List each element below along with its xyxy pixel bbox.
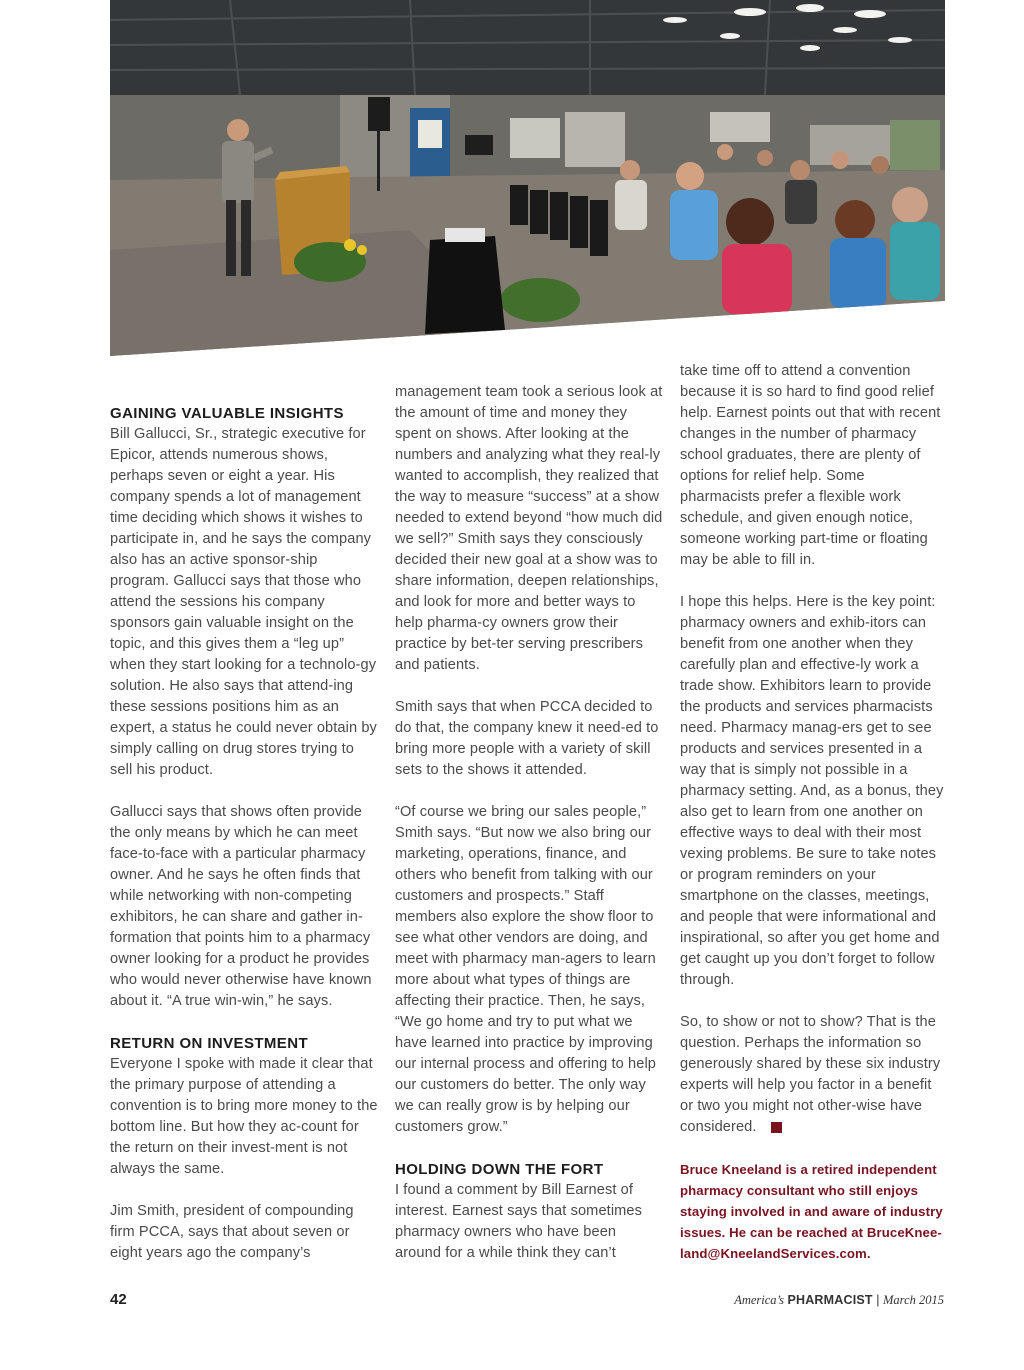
- paragraph: I found a comment by Bill Earnest of interest. Earnest says that sometimes pharmacy owners who have been around for a while think they can’t: [395, 1182, 643, 1261]
- paragraph: management team took a serious look at the amount of time and money they spent on shows. After looking at the numbers and analyzing what they real-ly wanted to accomplish, they realized that the way to measure “success” at a show needed to extend beyond “how much did we sell?” Smith says they consciously decided their new goal at a show was to share information, deepen relationships, and look for more and better ways to help pharma-cy owners grow their practice by bet-ter serving prescribers and patients.: [395, 384, 663, 673]
- paragraph: Gallucci says that shows often provide the only means by which he can meet face-to-face with a particular pharmacy owner. And he says he often finds that while networking with non-competing exhibitors, he can share and gather in-formation that points him to a pharmacy owner looking for a product he provides who would never otherwise have known about it. “A true win-win,” he says.: [110, 804, 372, 1009]
- end-of-article-mark: [771, 1122, 782, 1133]
- publication-name: PHARMACIST: [787, 1293, 873, 1307]
- closing-text: So, to show or not to show? That is the question. Perhaps the information so generously shared by these six industry experts will help you factor in a benefit or two you might not other-wise have considered.: [680, 1014, 941, 1135]
- event-photo: [110, 0, 945, 356]
- section-heading-gaining-insights: GAINING VALUABLE INSIGHTS: [110, 405, 344, 422]
- article-column-2: [395, 382, 663, 1264]
- issue-date: March 2015: [883, 1293, 944, 1307]
- section-heading-return-on-investment: RETURN ON INVESTMENT: [110, 1035, 309, 1052]
- article-column-3: [680, 361, 948, 1264]
- page-number: 42: [110, 1291, 127, 1308]
- author-bio: Bruce Kneeland is a retired independent pharmacy consultant who still enjoys staying involved in and aware of industry issues. He can be reached at BruceKnee-land@KneelandServices.com.: [680, 1162, 943, 1261]
- paragraph: take time off to attend a convention because it is so hard to find good relief help. Earnest points out that with recent changes in the number of pharmacy school graduates, there are plenty of options for relief help. Some pharmacists prefer a flexible work schedule, and given enough notice, someone working part-time or floating may be able to fill in.: [680, 363, 941, 568]
- event-photo-illustration: [110, 0, 945, 356]
- paragraph: Bill Gallucci, Sr., strategic executive for Epicor, attends numerous shows, perhaps seven or eight a year. His company spends a lot of management time deciding which shows it wishes to participate in, and he says the company also has an active sponsor-ship program. Gallucci says that those who attend the sessions his company sponsors gain valuable insight on the topic, and this gives them a “leg up” when they start looking for a technolo-gy solution. He also says that attend-ing these sessions positions him as an expert, a status he could never obtain by simply calling on drug stores trying to sell his product.: [110, 426, 377, 778]
- paragraph: I hope this helps. Here is the key point: pharmacy owners and exhib-itors can benefit from one another when they carefully plan and effective-ly work a trade show. Exhibitors learn to provide the products and services pharmacists need. Pharmacy manag-ers get to see products and services presented in a way that is simply not possible in a pharmacy setting. And, as a bonus, they also get to learn from one another on effective ways to deal with their most vexing problems. Be sure to take notes or program reminders on your smartphone on the classes, meetings, and people that were informational and inspirational, so after you get home and get caught up you don’t forget to follow through.: [680, 594, 944, 988]
- paragraph: “Of course we bring our sales people,” Smith says. “But now we also bring our marketing, operations, finance, and others who benefit from talking with our customers and prospects.” Staff members also explore the show floor to see what other vendors are doing, and meet with pharmacy man-agers to learn more about what types of things are affecting their practice. Then, he says, “We go home and try to put what we have learned into practice by improving our internal process and offering to help our customers do better. The only way we can really grow is by helping our customers grow.”: [395, 804, 657, 1135]
- section-heading-holding-down-the-fort: HOLDING DOWN THE FORT: [395, 1161, 604, 1178]
- article-column-1: [110, 403, 378, 1264]
- closing-paragraph: [680, 1012, 948, 1138]
- publication-prefix: America’s: [734, 1293, 784, 1307]
- footer-separator: |: [876, 1293, 880, 1307]
- paragraph: Jim Smith, president of compounding firm PCCA, says that about seven or eight years ago the company’s: [110, 1203, 354, 1261]
- paragraph: Everyone I spoke with made it clear that the primary purpose of attending a convention is to bring more money to the bottom line. But how they ac-count for the return on their invest-ment is not always the same.: [110, 1056, 378, 1177]
- publication-footer: [734, 1293, 944, 1308]
- paragraph: Smith says that when PCCA decided to do that, the company knew it need-ed to bring more people with a variety of skill sets to the shows it attended.: [395, 699, 659, 778]
